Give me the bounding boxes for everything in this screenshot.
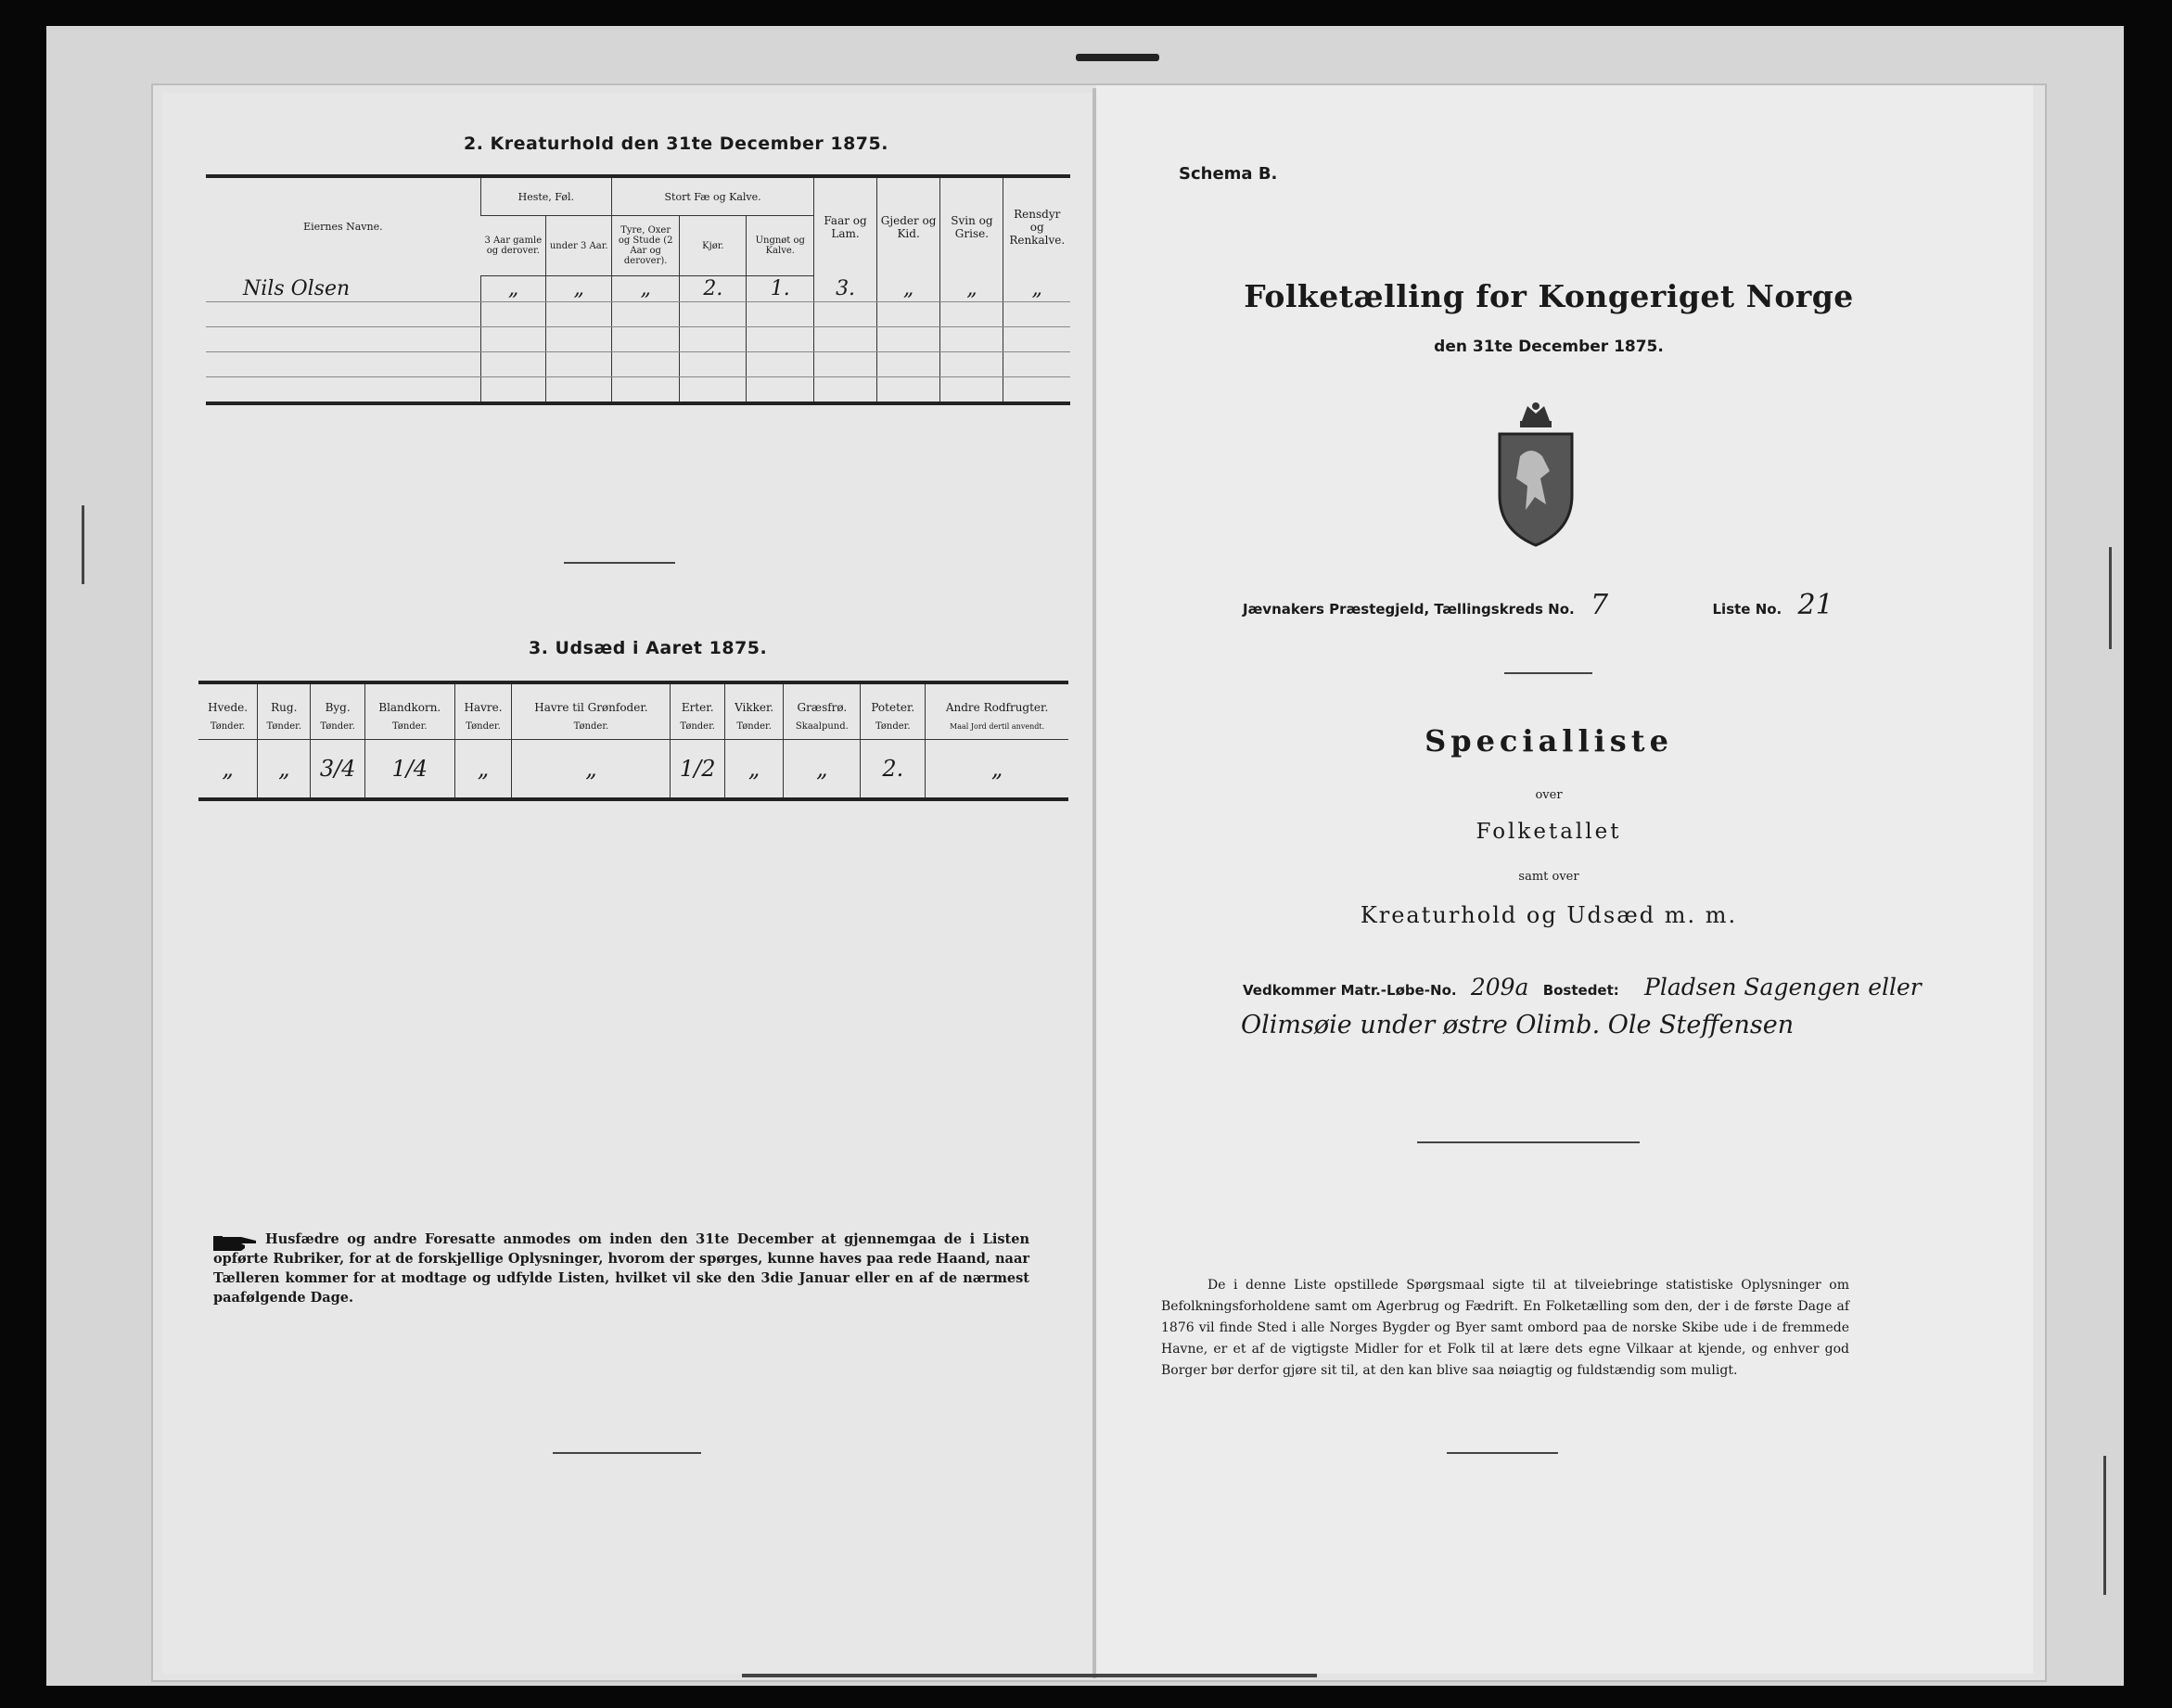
table-row <box>206 377 1070 404</box>
bostedet-label: Bostedet: <box>1542 982 1619 999</box>
col-byg: Byg. <box>311 682 365 716</box>
unit-graesfroe: Skaalpund. <box>784 716 861 740</box>
col-graesfroe: Græsfrø. <box>784 682 861 716</box>
col-erter: Erter. <box>671 682 725 716</box>
kreaturhold-heading: Kreaturhold og Udsæd m. m. <box>1360 902 1738 928</box>
unit-byg: Tønder. <box>311 716 365 740</box>
owner-name: Nils Olsen <box>206 276 480 302</box>
col-rug: Rug. <box>258 682 311 716</box>
kreds-number: 7 <box>1590 589 1609 621</box>
page-subtitle: den 31te December 1875. <box>1434 338 1664 356</box>
unit-havre-groenfoder: Tønder. <box>512 716 671 740</box>
folketallet-heading: Folketallet <box>1476 820 1622 844</box>
col-ungnoed: Ungnøt og Kalve. <box>747 216 814 276</box>
col-kjoer: Kjør. <box>680 216 747 276</box>
cell-heste-under3: „ <box>546 276 612 302</box>
separator-dash-right <box>1504 672 1592 674</box>
cell-byg: 3/4 <box>311 740 365 800</box>
prestegjeld-line <box>1243 589 1845 621</box>
table-row <box>206 327 1070 352</box>
col-andre-rodfrugter: Andre Rodfrugter. <box>926 682 1068 716</box>
notice-body: Husfædre og andre Foresatte anmodes om inden den 31te December at gjennemgaa de i Listen opførte Rubriker, for at de forskjellige Oplysninger, hvorom der spørges, kunne haves paa rede Haand, naar Tælleren kommer for at modtage og udfylde Listen, hvilket vil ske den 3die Januar eller en af de nærmest paafølgende Dage. <box>213 1231 1029 1306</box>
samt-over-label: samt over <box>1518 870 1579 884</box>
cell-kjoer: 2. <box>680 276 747 302</box>
table-row <box>206 302 1070 327</box>
unit-erter: Tønder. <box>671 716 725 740</box>
col-havre: Havre. <box>454 682 512 716</box>
page-title: Folketælling for Kongeriget Norge <box>1244 278 1854 314</box>
unit-andre-rodfrugter: Maal Jord dertil anvendt. <box>926 716 1068 740</box>
prestegjeld-label: Jævnakers Præstegjeld, <box>1243 601 1430 618</box>
matrikkel-line <box>1243 974 2003 1001</box>
norway-coat-of-arms-icon <box>1494 401 1578 547</box>
left-margin-mark <box>82 505 84 584</box>
cell-graesfroe: „ <box>784 740 861 800</box>
schema-label: Schema B. <box>1179 164 1278 184</box>
separator-dash-bottom <box>553 1452 701 1454</box>
scan-top-mark <box>1076 54 1159 61</box>
cell-havre: „ <box>454 740 512 800</box>
cell-tyre: „ <box>611 276 679 302</box>
separator-dash-right-bottom <box>1447 1452 1558 1454</box>
matr-number: 209a <box>1470 974 1529 1001</box>
page-fold <box>1092 88 1096 1678</box>
right-margin-mark <box>2109 547 2112 649</box>
matr-label: Vedkommer Matr.-Løbe-No. <box>1243 982 1457 999</box>
unit-poteter: Tønder. <box>861 716 926 740</box>
section-3-title: 3. Udsæd i Aaret 1875. <box>529 638 768 658</box>
col-rensdyr: Rensdyr og Renkalve. <box>1003 176 1070 276</box>
separator-dash <box>564 562 675 564</box>
cell-svin: „ <box>940 276 1003 302</box>
col-tyre: Tyre, Oxer og Stude (2 Aar og derover). <box>611 216 679 276</box>
cell-blandkorn: 1/4 <box>364 740 454 800</box>
col-heste-under3: under 3 Aar. <box>546 216 612 276</box>
col-heste-3aar: 3 Aar gamle og derover. <box>480 216 546 276</box>
liste-number: 21 <box>1797 589 1833 621</box>
group-stort-fae: Stort Fæ og Kalve. <box>611 176 813 216</box>
col-svin: Svin og Grise. <box>940 176 1003 276</box>
unit-havre: Tønder. <box>454 716 512 740</box>
seed-table <box>198 681 1068 801</box>
cell-gjeder: „ <box>876 276 939 302</box>
col-vikker: Vikker. <box>724 682 783 716</box>
col-havre-groenfoder: Havre til Grønfoder. <box>512 682 671 716</box>
over-label: over <box>1535 788 1563 802</box>
cell-rug: „ <box>258 740 311 800</box>
footer-paragraph: De i denne Liste opstillede Spørgsmaal sigte til at tilveiebringe statistiske Oplysninger om Befolkningsforholdene samt om Agerbrug og Fædrift. En Folketælling som den, der i de første Dage af 1876 vil finde Sted i alle Norges Bygder og Byer samt ombord paa de norske Skibe ude i de fremmede Havne, er et af de vigtigste Midler for et Folk til at lære dets egne Vilkaar at kjende, og enhver god Borger bør derfor gjøre sit til, at den kan blive saa nøiagtig og fuldstændig som muligt. <box>1161 1278 1849 1378</box>
col-owner-names: Eiernes Navne. <box>303 221 383 234</box>
livestock-table <box>206 174 1070 405</box>
cell-erter: 1/2 <box>671 740 725 800</box>
col-blandkorn: Blandkorn. <box>364 682 454 716</box>
cell-hvede: „ <box>222 756 234 782</box>
notice-text <box>213 1230 1029 1307</box>
section-2-title: 2. Kreaturhold den 31te December 1875. <box>464 134 888 154</box>
cell-ungnoed: 1. <box>747 276 814 302</box>
cell-vikker: „ <box>724 740 783 800</box>
col-poteter: Poteter. <box>861 682 926 716</box>
cell-heste-3aar: „ <box>480 276 546 302</box>
cell-andre-rodfrugter: „ <box>926 740 1068 800</box>
unit-hvede: Tønder. <box>198 716 258 740</box>
cell-faar: 3. <box>814 276 877 302</box>
cell-rensdyr: „ <box>1003 276 1070 302</box>
group-heste: Heste, Føl. <box>480 176 611 216</box>
table-row <box>206 352 1070 377</box>
table-row <box>198 740 1068 800</box>
liste-label: Liste No. <box>1712 601 1782 618</box>
table-row <box>206 276 1070 302</box>
bosted-line1: Pladsen Sagengen eller <box>1644 974 1922 1001</box>
specialliste-heading: Specialliste <box>1425 723 1673 758</box>
kreds-label: Tællingskreds No. <box>1434 601 1575 618</box>
unit-rug: Tønder. <box>258 716 311 740</box>
right-margin-mark-lower <box>2103 1456 2106 1595</box>
unit-blandkorn: Tønder. <box>364 716 454 740</box>
cell-poteter: 2. <box>861 740 926 800</box>
unit-vikker: Tønder. <box>724 716 783 740</box>
scan-bottom-mark <box>742 1674 1317 1677</box>
cell-havre-groenfoder: „ <box>512 740 671 800</box>
col-faar: Faar og Lam. <box>814 176 877 276</box>
separator-dash-right-2 <box>1417 1141 1640 1143</box>
col-gjeder: Gjeder og Kid. <box>876 176 939 276</box>
bosted-line2: Olimsøie under østre Olimb. Ole Steffensen <box>1241 1011 1795 1039</box>
col-hvede: Hvede. <box>208 701 249 714</box>
